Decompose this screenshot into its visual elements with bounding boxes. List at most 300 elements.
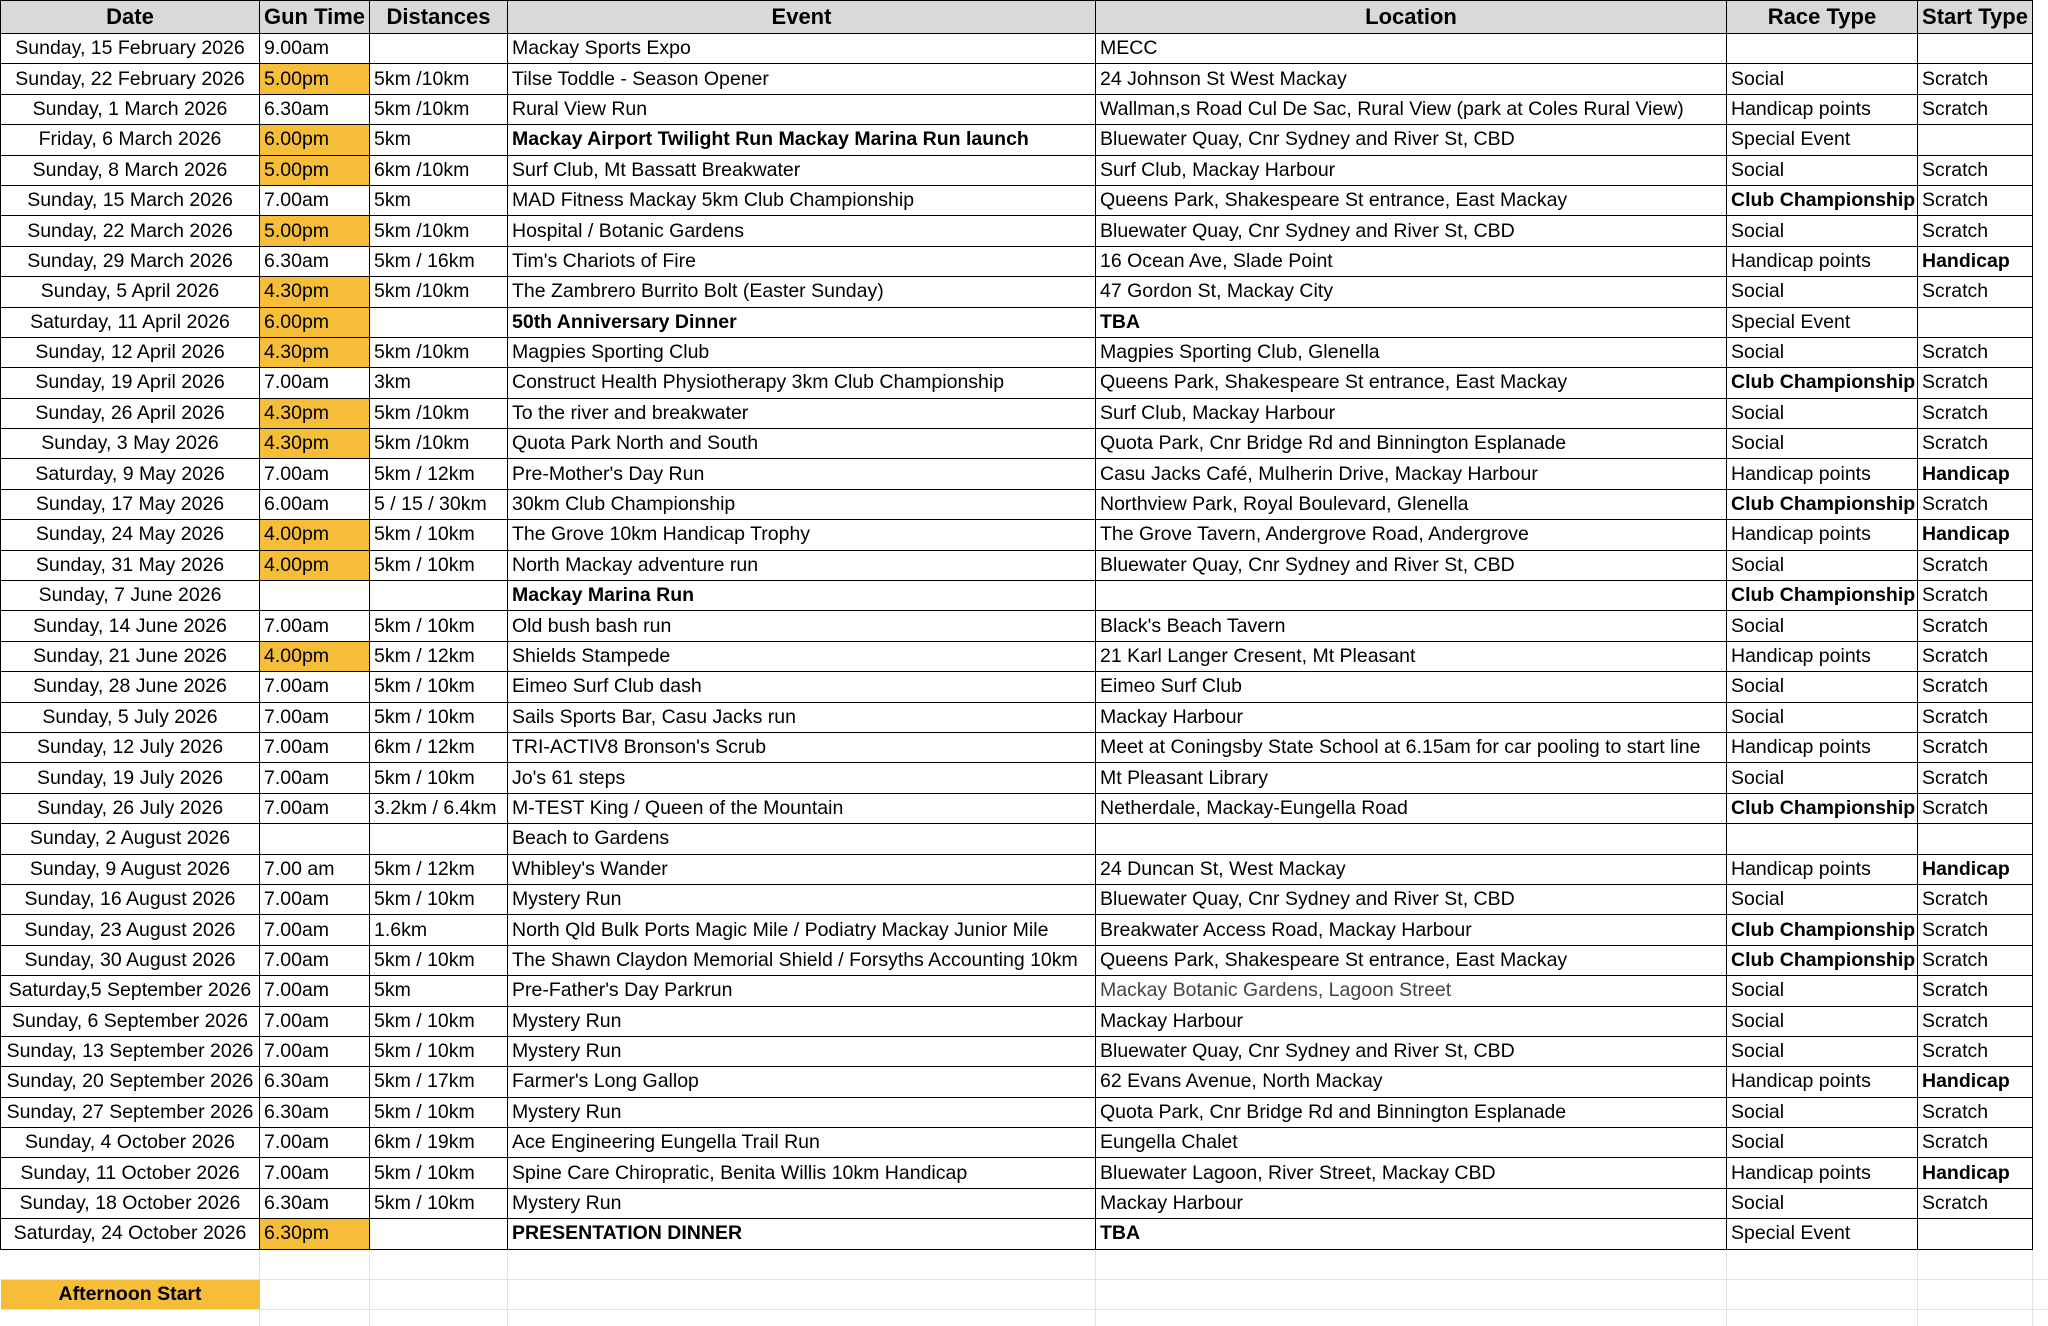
start-type-cell[interactable]: Scratch [1918, 185, 2033, 215]
event-cell[interactable]: Sails Sports Bar, Casu Jacks run [508, 702, 1096, 732]
start-type-cell[interactable]: Scratch [1918, 489, 2033, 519]
race-type-cell[interactable] [1727, 824, 1918, 854]
start-type-cell[interactable] [1918, 307, 2033, 337]
event-cell[interactable]: Mystery Run [508, 884, 1096, 914]
empty-cell[interactable] [370, 1280, 508, 1310]
header-race-type[interactable]: Race Type [1727, 1, 1918, 34]
start-type-cell[interactable]: Scratch [1918, 1128, 2033, 1158]
event-cell[interactable]: North Mackay adventure run [508, 550, 1096, 580]
start-type-cell[interactable]: Scratch [1918, 732, 2033, 762]
event-cell[interactable]: Pre-Mother's Day Run [508, 459, 1096, 489]
location-cell[interactable]: Queens Park, Shakespeare St entrance, East Mackay [1096, 368, 1727, 398]
race-type-cell[interactable]: Handicap points [1727, 732, 1918, 762]
empty-cell[interactable] [1727, 1280, 1918, 1310]
start-type-cell[interactable]: Handicap [1918, 854, 2033, 884]
date-cell[interactable]: Sunday, 8 March 2026 [1, 155, 260, 185]
gun-time-cell[interactable]: 6.30am [260, 1097, 370, 1127]
start-type-cell[interactable]: Scratch [1918, 763, 2033, 793]
gun-time-cell[interactable]: 7.00am [260, 459, 370, 489]
race-type-cell[interactable]: Social [1727, 1006, 1918, 1036]
location-cell[interactable]: TBA [1096, 1219, 1727, 1249]
start-type-cell[interactable]: Scratch [1918, 277, 2033, 307]
event-cell[interactable]: North Qld Bulk Ports Magic Mile / Podiatry Mackay Junior Mile [508, 915, 1096, 945]
start-type-cell[interactable]: Scratch [1918, 611, 2033, 641]
distances-cell[interactable]: 5km / 10km [370, 520, 508, 550]
location-cell[interactable]: 21 Karl Langer Cresent, Mt Pleasant [1096, 641, 1727, 671]
race-type-cell[interactable]: Social [1727, 64, 1918, 94]
location-cell[interactable]: Bluewater Lagoon, River Street, Mackay CBD [1096, 1158, 1727, 1188]
location-cell[interactable]: Magpies Sporting Club, Glenella [1096, 337, 1727, 367]
race-type-cell[interactable]: Handicap points [1727, 1158, 1918, 1188]
start-type-cell[interactable]: Scratch [1918, 337, 2033, 367]
header-distances[interactable]: Distances [370, 1, 508, 34]
race-type-cell[interactable]: Special Event [1727, 125, 1918, 155]
empty-cell[interactable] [1918, 1280, 2033, 1310]
header-gun-time[interactable]: Gun Time [260, 1, 370, 34]
event-cell[interactable]: Shields Stampede [508, 641, 1096, 671]
gun-time-cell[interactable]: 5.00pm [260, 64, 370, 94]
date-cell[interactable]: Sunday, 27 September 2026 [1, 1097, 260, 1127]
date-cell[interactable]: Friday, 6 March 2026 [1, 125, 260, 155]
distances-cell[interactable] [370, 581, 508, 611]
race-type-cell[interactable]: Handicap points [1727, 246, 1918, 276]
start-type-cell[interactable] [1918, 824, 2033, 854]
race-type-cell[interactable]: Social [1727, 672, 1918, 702]
empty-cell[interactable] [508, 1280, 1096, 1310]
date-cell[interactable]: Sunday, 31 May 2026 [1, 550, 260, 580]
empty-cell[interactable] [1096, 1310, 1727, 1326]
event-cell[interactable]: Mackay Airport Twilight Run Mackay Marina Run launch [508, 125, 1096, 155]
distances-cell[interactable] [370, 1219, 508, 1249]
distances-cell[interactable]: 5km / 17km [370, 1067, 508, 1097]
event-cell[interactable]: The Shawn Claydon Memorial Shield / Forsyths Accounting 10km [508, 945, 1096, 975]
empty-cell[interactable] [1918, 1310, 2033, 1326]
gun-time-cell[interactable]: 7.00am [260, 672, 370, 702]
date-cell[interactable]: Sunday, 11 October 2026 [1, 1158, 260, 1188]
start-type-cell[interactable]: Scratch [1918, 64, 2033, 94]
start-type-cell[interactable]: Scratch [1918, 1097, 2033, 1127]
race-type-cell[interactable]: Club Championship [1727, 489, 1918, 519]
empty-cell[interactable] [1, 1310, 260, 1326]
gun-time-cell[interactable]: 7.00am [260, 793, 370, 823]
start-type-cell[interactable] [1918, 1219, 2033, 1249]
header-date[interactable]: Date [1, 1, 260, 34]
distances-cell[interactable]: 5km / 10km [370, 1188, 508, 1218]
location-cell[interactable]: Mt Pleasant Library [1096, 763, 1727, 793]
date-cell[interactable]: Sunday, 19 April 2026 [1, 368, 260, 398]
location-cell[interactable]: Mackay Harbour [1096, 1188, 1727, 1218]
race-type-cell[interactable]: Club Championship [1727, 368, 1918, 398]
event-cell[interactable]: 50th Anniversary Dinner [508, 307, 1096, 337]
date-cell[interactable]: Sunday, 17 May 2026 [1, 489, 260, 519]
start-type-cell[interactable]: Scratch [1918, 216, 2033, 246]
header-event[interactable]: Event [508, 1, 1096, 34]
race-type-cell[interactable]: Social [1727, 1097, 1918, 1127]
location-cell[interactable]: Mackay Harbour [1096, 702, 1727, 732]
event-cell[interactable]: Mystery Run [508, 1188, 1096, 1218]
gun-time-cell[interactable]: 4.00pm [260, 641, 370, 671]
gun-time-cell[interactable]: 6.00pm [260, 307, 370, 337]
distances-cell[interactable]: 1.6km [370, 915, 508, 945]
gun-time-cell[interactable]: 6.30am [260, 246, 370, 276]
race-type-cell[interactable]: Social [1727, 976, 1918, 1006]
race-type-cell[interactable]: Social [1727, 611, 1918, 641]
start-type-cell[interactable]: Handicap [1918, 1067, 2033, 1097]
date-cell[interactable]: Saturday, 9 May 2026 [1, 459, 260, 489]
event-cell[interactable]: MAD Fitness Mackay 5km Club Championship [508, 185, 1096, 215]
gun-time-cell[interactable]: 7.00am [260, 702, 370, 732]
distances-cell[interactable]: 5km [370, 125, 508, 155]
gun-time-cell[interactable]: 7.00am [260, 611, 370, 641]
date-cell[interactable]: Sunday, 26 April 2026 [1, 398, 260, 428]
location-cell[interactable]: The Grove Tavern, Andergrove Road, Andergrove [1096, 520, 1727, 550]
gun-time-cell[interactable]: 4.00pm [260, 550, 370, 580]
event-cell[interactable]: Old bush bash run [508, 611, 1096, 641]
date-cell[interactable]: Sunday, 26 July 2026 [1, 793, 260, 823]
start-type-cell[interactable]: Scratch [1918, 155, 2033, 185]
gun-time-cell[interactable]: 6.30am [260, 1188, 370, 1218]
start-type-cell[interactable]: Handicap [1918, 1158, 2033, 1188]
start-type-cell[interactable]: Scratch [1918, 550, 2033, 580]
race-type-cell[interactable]: Club Championship [1727, 915, 1918, 945]
empty-cell[interactable] [508, 1310, 1096, 1326]
distances-cell[interactable] [370, 824, 508, 854]
location-cell[interactable]: Casu Jacks Café, Mulherin Drive, Mackay Harbour [1096, 459, 1727, 489]
distances-cell[interactable] [370, 34, 508, 64]
event-cell[interactable]: To the river and breakwater [508, 398, 1096, 428]
event-cell[interactable]: Spine Care Chiropratic, Benita Willis 10km Handicap [508, 1158, 1096, 1188]
start-type-cell[interactable]: Scratch [1918, 672, 2033, 702]
gun-time-cell[interactable]: 9.00am [260, 34, 370, 64]
start-type-cell[interactable]: Scratch [1918, 398, 2033, 428]
date-cell[interactable]: Sunday, 30 August 2026 [1, 945, 260, 975]
start-type-cell[interactable]: Handicap [1918, 520, 2033, 550]
location-cell[interactable]: Quota Park, Cnr Bridge Rd and Binnington Esplanade [1096, 429, 1727, 459]
event-cell[interactable]: Jo's 61 steps [508, 763, 1096, 793]
date-cell[interactable]: Sunday, 18 October 2026 [1, 1188, 260, 1218]
event-cell[interactable]: Construct Health Physiotherapy 3km Club Championship [508, 368, 1096, 398]
gun-time-cell[interactable]: 4.30pm [260, 337, 370, 367]
empty-cell[interactable] [1096, 1280, 1727, 1310]
race-type-cell[interactable]: Social [1727, 216, 1918, 246]
gun-time-cell[interactable]: 7.00am [260, 945, 370, 975]
start-type-cell[interactable]: Scratch [1918, 1036, 2033, 1066]
event-cell[interactable]: Mystery Run [508, 1036, 1096, 1066]
empty-cell[interactable] [1918, 1249, 2033, 1279]
location-cell[interactable]: Northview Park, Royal Boulevard, Glenella [1096, 489, 1727, 519]
date-cell[interactable]: Saturday, 11 April 2026 [1, 307, 260, 337]
gun-time-cell[interactable]: 7.00am [260, 1128, 370, 1158]
distances-cell[interactable] [370, 307, 508, 337]
location-cell[interactable]: Mackay Botanic Gardens, Lagoon Street [1096, 976, 1727, 1006]
date-cell[interactable]: Sunday, 20 September 2026 [1, 1067, 260, 1097]
start-type-cell[interactable]: Handicap [1918, 459, 2033, 489]
distances-cell[interactable]: 5km / 10km [370, 550, 508, 580]
date-cell[interactable]: Sunday, 1 March 2026 [1, 94, 260, 124]
location-cell[interactable]: Bluewater Quay, Cnr Sydney and River St, CBD [1096, 1036, 1727, 1066]
event-cell[interactable]: M-TEST King / Queen of the Mountain [508, 793, 1096, 823]
date-cell[interactable]: Sunday, 14 June 2026 [1, 611, 260, 641]
gun-time-cell[interactable]: 7.00am [260, 763, 370, 793]
location-cell[interactable]: 16 Ocean Ave, Slade Point [1096, 246, 1727, 276]
distances-cell[interactable]: 5km / 10km [370, 672, 508, 702]
gun-time-cell[interactable]: 4.30pm [260, 277, 370, 307]
start-type-cell[interactable]: Scratch [1918, 1188, 2033, 1218]
gun-time-cell[interactable]: 6.00pm [260, 125, 370, 155]
event-cell[interactable]: Surf Club, Mt Bassatt Breakwater [508, 155, 1096, 185]
start-type-cell[interactable]: Scratch [1918, 641, 2033, 671]
date-cell[interactable]: Sunday, 12 July 2026 [1, 732, 260, 762]
date-cell[interactable]: Sunday, 6 September 2026 [1, 1006, 260, 1036]
gun-time-cell[interactable]: 6.30am [260, 1067, 370, 1097]
event-cell[interactable]: TRI-ACTIV8 Bronson's Scrub [508, 732, 1096, 762]
date-cell[interactable]: Sunday, 7 June 2026 [1, 581, 260, 611]
race-type-cell[interactable] [1727, 34, 1918, 64]
date-cell[interactable]: Sunday, 24 May 2026 [1, 520, 260, 550]
header-location[interactable]: Location [1096, 1, 1727, 34]
race-type-cell[interactable]: Club Championship [1727, 581, 1918, 611]
distances-cell[interactable]: 5km / 10km [370, 884, 508, 914]
date-cell[interactable]: Sunday, 19 July 2026 [1, 763, 260, 793]
gun-time-cell[interactable]: 6.00am [260, 489, 370, 519]
distances-cell[interactable]: 5km /10km [370, 64, 508, 94]
date-cell[interactable]: Sunday, 3 May 2026 [1, 429, 260, 459]
event-cell[interactable]: Mystery Run [508, 1097, 1096, 1127]
location-cell[interactable] [1096, 581, 1727, 611]
location-cell[interactable]: Surf Club, Mackay Harbour [1096, 398, 1727, 428]
start-type-cell[interactable] [1918, 125, 2033, 155]
start-type-cell[interactable]: Scratch [1918, 581, 2033, 611]
location-cell[interactable]: Eimeo Surf Club [1096, 672, 1727, 702]
distances-cell[interactable]: 5km / 16km [370, 246, 508, 276]
race-type-cell[interactable]: Handicap points [1727, 854, 1918, 884]
location-cell[interactable]: Meet at Coningsby State School at 6.15am for car pooling to start line [1096, 732, 1727, 762]
empty-cell[interactable] [260, 1280, 370, 1310]
event-cell[interactable]: Ace Engineering Eungella Trail Run [508, 1128, 1096, 1158]
distances-cell[interactable]: 5km [370, 976, 508, 1006]
empty-cell[interactable] [370, 1310, 508, 1326]
date-cell[interactable]: Saturday, 24 October 2026 [1, 1219, 260, 1249]
event-cell[interactable]: Hospital / Botanic Gardens [508, 216, 1096, 246]
header-start-type[interactable]: Start Type [1918, 1, 2033, 34]
start-type-cell[interactable]: Handicap [1918, 246, 2033, 276]
location-cell[interactable]: Mackay Harbour [1096, 1006, 1727, 1036]
location-cell[interactable]: 62 Evans Avenue, North Mackay [1096, 1067, 1727, 1097]
event-cell[interactable]: The Zambrero Burrito Bolt (Easter Sunday) [508, 277, 1096, 307]
empty-cell[interactable] [370, 1249, 508, 1279]
distances-cell[interactable]: 5km [370, 185, 508, 215]
race-type-cell[interactable]: Social [1727, 1188, 1918, 1218]
location-cell[interactable]: 24 Duncan St, West Mackay [1096, 854, 1727, 884]
gun-time-cell[interactable]: 7.00am [260, 1036, 370, 1066]
gun-time-cell[interactable]: 4.30pm [260, 398, 370, 428]
start-type-cell[interactable]: Scratch [1918, 94, 2033, 124]
distances-cell[interactable]: 5km / 10km [370, 1006, 508, 1036]
gun-time-cell[interactable]: 7.00am [260, 1006, 370, 1036]
distances-cell[interactable]: 5km / 10km [370, 945, 508, 975]
distances-cell[interactable]: 6km /10km [370, 155, 508, 185]
empty-cell[interactable] [1096, 1249, 1727, 1279]
distances-cell[interactable]: 5km /10km [370, 337, 508, 367]
date-cell[interactable]: Sunday, 12 April 2026 [1, 337, 260, 367]
start-type-cell[interactable]: Scratch [1918, 368, 2033, 398]
distances-cell[interactable]: 5km / 10km [370, 1097, 508, 1127]
event-cell[interactable]: Pre-Father's Day Parkrun [508, 976, 1096, 1006]
location-cell[interactable]: Surf Club, Mackay Harbour [1096, 155, 1727, 185]
distances-cell[interactable]: 6km / 19km [370, 1128, 508, 1158]
event-cell[interactable]: Rural View Run [508, 94, 1096, 124]
race-type-cell[interactable]: Social [1727, 337, 1918, 367]
gun-time-cell[interactable]: 7.00am [260, 732, 370, 762]
date-cell[interactable]: Sunday, 29 March 2026 [1, 246, 260, 276]
distances-cell[interactable]: 5km / 10km [370, 1158, 508, 1188]
distances-cell[interactable]: 5km / 12km [370, 641, 508, 671]
race-type-cell[interactable]: Club Championship [1727, 185, 1918, 215]
date-cell[interactable]: Sunday, 22 March 2026 [1, 216, 260, 246]
date-cell[interactable]: Sunday, 16 August 2026 [1, 884, 260, 914]
start-type-cell[interactable]: Scratch [1918, 429, 2033, 459]
empty-cell[interactable] [260, 1310, 370, 1326]
location-cell[interactable]: MECC [1096, 34, 1727, 64]
distances-cell[interactable]: 5km / 12km [370, 854, 508, 884]
gun-time-cell[interactable]: 7.00am [260, 185, 370, 215]
race-type-cell[interactable]: Club Championship [1727, 793, 1918, 823]
event-cell[interactable]: Eimeo Surf Club dash [508, 672, 1096, 702]
start-type-cell[interactable]: Scratch [1918, 884, 2033, 914]
event-cell[interactable]: Mackay Marina Run [508, 581, 1096, 611]
race-type-cell[interactable]: Social [1727, 429, 1918, 459]
location-cell[interactable]: Queens Park, Shakespeare St entrance, East Mackay [1096, 945, 1727, 975]
race-type-cell[interactable]: Social [1727, 155, 1918, 185]
race-type-cell[interactable]: Handicap points [1727, 520, 1918, 550]
gun-time-cell[interactable]: 5.00pm [260, 155, 370, 185]
distances-cell[interactable]: 5km /10km [370, 277, 508, 307]
event-cell[interactable]: Mystery Run [508, 1006, 1096, 1036]
distances-cell[interactable]: 3km [370, 368, 508, 398]
gun-time-cell[interactable]: 6.30pm [260, 1219, 370, 1249]
location-cell[interactable]: Queens Park, Shakespeare St entrance, East Mackay [1096, 185, 1727, 215]
date-cell[interactable]: Sunday, 28 June 2026 [1, 672, 260, 702]
location-cell[interactable]: Wallman,s Road Cul De Sac, Rural View (park at Coles Rural View) [1096, 94, 1727, 124]
race-type-cell[interactable]: Social [1727, 1036, 1918, 1066]
event-cell[interactable]: Whibley's Wander [508, 854, 1096, 884]
location-cell[interactable]: 24 Johnson St West Mackay [1096, 64, 1727, 94]
gun-time-cell[interactable]: 5.00pm [260, 216, 370, 246]
race-type-cell[interactable]: Handicap points [1727, 94, 1918, 124]
race-type-cell[interactable]: Social [1727, 763, 1918, 793]
date-cell[interactable]: Sunday, 13 September 2026 [1, 1036, 260, 1066]
date-cell[interactable]: Sunday, 15 March 2026 [1, 185, 260, 215]
distances-cell[interactable]: 5km / 10km [370, 702, 508, 732]
event-cell[interactable]: Magpies Sporting Club [508, 337, 1096, 367]
gun-time-cell[interactable]: 4.00pm [260, 520, 370, 550]
location-cell[interactable] [1096, 824, 1727, 854]
gun-time-cell[interactable] [260, 581, 370, 611]
gun-time-cell[interactable]: 7.00am [260, 915, 370, 945]
race-type-cell[interactable]: Special Event [1727, 1219, 1918, 1249]
race-type-cell[interactable]: Handicap points [1727, 641, 1918, 671]
location-cell[interactable]: Bluewater Quay, Cnr Sydney and River St, CBD [1096, 884, 1727, 914]
start-type-cell[interactable]: Scratch [1918, 945, 2033, 975]
distances-cell[interactable]: 3.2km / 6.4km [370, 793, 508, 823]
gun-time-cell[interactable]: 7.00am [260, 368, 370, 398]
date-cell[interactable]: Sunday, 4 October 2026 [1, 1128, 260, 1158]
distances-cell[interactable]: 5km / 10km [370, 611, 508, 641]
gun-time-cell[interactable]: 7.00am [260, 884, 370, 914]
date-cell[interactable]: Saturday,5 September 2026 [1, 976, 260, 1006]
location-cell[interactable]: Breakwater Access Road, Mackay Harbour [1096, 915, 1727, 945]
empty-cell[interactable] [1727, 1310, 1918, 1326]
location-cell[interactable]: Netherdale, Mackay-Eungella Road [1096, 793, 1727, 823]
race-type-cell[interactable]: Social [1727, 550, 1918, 580]
event-cell[interactable]: Tim's Chariots of Fire [508, 246, 1096, 276]
location-cell[interactable]: Bluewater Quay, Cnr Sydney and River St, CBD [1096, 550, 1727, 580]
distances-cell[interactable]: 6km / 12km [370, 732, 508, 762]
empty-cell[interactable] [1, 1249, 260, 1279]
event-cell[interactable]: Mackay Sports Expo [508, 34, 1096, 64]
race-type-cell[interactable]: Club Championship [1727, 945, 1918, 975]
start-type-cell[interactable]: Scratch [1918, 1006, 2033, 1036]
location-cell[interactable]: Bluewater Quay, Cnr Sydney and River St, CBD [1096, 216, 1727, 246]
location-cell[interactable]: 47 Gordon St, Mackay City [1096, 277, 1727, 307]
date-cell[interactable]: Sunday, 23 August 2026 [1, 915, 260, 945]
distances-cell[interactable]: 5km /10km [370, 94, 508, 124]
race-type-cell[interactable]: Social [1727, 702, 1918, 732]
date-cell[interactable]: Sunday, 5 April 2026 [1, 277, 260, 307]
start-type-cell[interactable] [1918, 34, 2033, 64]
gun-time-cell[interactable]: 4.30pm [260, 429, 370, 459]
afternoon-start-legend[interactable]: Afternoon Start [1, 1280, 260, 1310]
date-cell[interactable]: Sunday, 15 February 2026 [1, 34, 260, 64]
distances-cell[interactable]: 5km / 10km [370, 1036, 508, 1066]
date-cell[interactable]: Sunday, 22 February 2026 [1, 64, 260, 94]
event-cell[interactable]: Tilse Toddle - Season Opener [508, 64, 1096, 94]
gun-time-cell[interactable]: 6.30am [260, 94, 370, 124]
race-type-cell[interactable]: Handicap points [1727, 459, 1918, 489]
event-cell[interactable]: Beach to Gardens [508, 824, 1096, 854]
distances-cell[interactable]: 5km /10km [370, 429, 508, 459]
date-cell[interactable]: Sunday, 9 August 2026 [1, 854, 260, 884]
event-cell[interactable]: PRESENTATION DINNER [508, 1219, 1096, 1249]
distances-cell[interactable]: 5km / 12km [370, 459, 508, 489]
gun-time-cell[interactable] [260, 824, 370, 854]
empty-cell[interactable] [1727, 1249, 1918, 1279]
race-type-cell[interactable]: Special Event [1727, 307, 1918, 337]
start-type-cell[interactable]: Scratch [1918, 915, 2033, 945]
race-type-cell[interactable]: Social [1727, 1128, 1918, 1158]
gun-time-cell[interactable]: 7.00am [260, 976, 370, 1006]
event-cell[interactable]: The Grove 10km Handicap Trophy [508, 520, 1096, 550]
distances-cell[interactable]: 5km /10km [370, 216, 508, 246]
location-cell[interactable]: Eungella Chalet [1096, 1128, 1727, 1158]
race-type-cell[interactable]: Social [1727, 398, 1918, 428]
distances-cell[interactable]: 5km / 10km [370, 763, 508, 793]
location-cell[interactable]: Black's Beach Tavern [1096, 611, 1727, 641]
event-cell[interactable]: 30km Club Championship [508, 489, 1096, 519]
start-type-cell[interactable]: Scratch [1918, 976, 2033, 1006]
date-cell[interactable]: Sunday, 21 June 2026 [1, 641, 260, 671]
race-type-cell[interactable]: Handicap points [1727, 1067, 1918, 1097]
start-type-cell[interactable]: Scratch [1918, 702, 2033, 732]
event-cell[interactable]: Quota Park North and South [508, 429, 1096, 459]
location-cell[interactable]: Bluewater Quay, Cnr Sydney and River St, CBD [1096, 125, 1727, 155]
race-type-cell[interactable]: Social [1727, 884, 1918, 914]
event-cell[interactable]: Farmer's Long Gallop [508, 1067, 1096, 1097]
distances-cell[interactable]: 5 / 15 / 30km [370, 489, 508, 519]
distances-cell[interactable]: 5km /10km [370, 398, 508, 428]
empty-cell[interactable] [260, 1249, 370, 1279]
date-cell[interactable]: Sunday, 2 August 2026 [1, 824, 260, 854]
